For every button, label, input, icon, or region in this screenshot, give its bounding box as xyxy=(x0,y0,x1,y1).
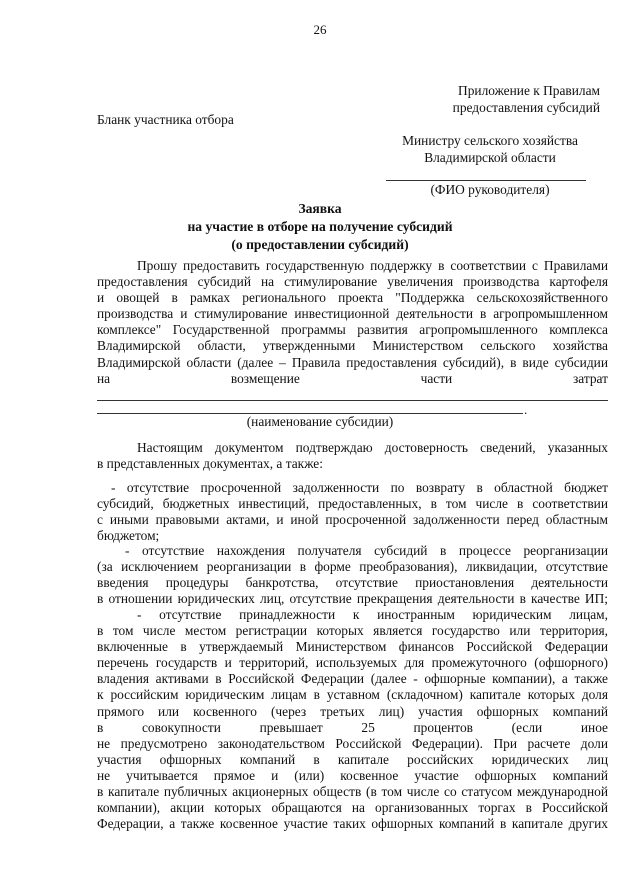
confirm-paragraph xyxy=(97,440,608,472)
request-line: производства и стимулирование инвестиционной деятельности в агропромышленном xyxy=(97,306,608,322)
item-line: участия офшорных компаний в капитале российских юридических лиц xyxy=(97,751,608,767)
document-title xyxy=(0,200,640,254)
confirm-line-1: Настоящим документом подтверждаю достоверность сведений, указанных xyxy=(137,440,608,455)
item-line: в отношении юридических лиц, отсутствие прекращения деятельности в качестве ИП; xyxy=(97,591,608,607)
addressee-line-1: Министру сельского хозяйства xyxy=(402,133,578,148)
item-line: введения процедуры банкротства, отсутствие приостановления деятельности xyxy=(97,575,608,591)
request-line: Прошу предоставить государственную поддержку в соответствии с Правилами xyxy=(137,258,608,273)
request-line: комплексе" Государственной программы развития агропромышленного комплекса xyxy=(97,322,608,338)
request-word: возмещение xyxy=(230,370,300,386)
item-1 xyxy=(97,480,608,544)
request-last-line xyxy=(97,371,608,387)
request-line: Владимирской области, утвержденными Министерством сельского хозяйства xyxy=(97,338,608,354)
addressee-block xyxy=(372,132,608,166)
request-paragraph xyxy=(97,258,608,387)
item-line: не предусмотрено законодательством Российской Федерации). При расчете доли xyxy=(97,735,608,751)
form-label: Бланк участника отбора xyxy=(97,112,234,127)
appendix-line-1: Приложение к Правилам xyxy=(458,83,600,98)
addressee-line-2: Владимирской области xyxy=(424,150,556,165)
request-word: затрат xyxy=(572,370,608,386)
item-line: включенные в утверждаемый Министерством финансов Российской Федерации xyxy=(97,639,608,655)
item-line: - отсутствие принадлежности к иностранным юридическим лицам, xyxy=(137,607,608,622)
appendix-reference xyxy=(453,82,600,116)
item-2 xyxy=(97,543,608,607)
fio-caption: (ФИО руководителя) xyxy=(430,182,550,197)
item-line: - отсутствие просроченной задолженности по возврату в областной бюджет xyxy=(111,480,608,495)
request-word: на xyxy=(97,370,111,386)
item-line: бюджетом; xyxy=(97,528,160,544)
item-line: (за исключением реорганизации в форме преобразования), ликвидации, отсутствие xyxy=(97,559,608,575)
item-line: прямого или косвенного (через третьих лиц) участия офшорных компаний xyxy=(97,703,608,719)
appendix-line-2: предоставления субсидий xyxy=(452,100,600,115)
title-line-3: (о предоставлении субсидий) xyxy=(231,237,409,252)
request-line: Владимирской области (далее – Правила предоставления субсидий), в виде субсидии xyxy=(97,354,608,370)
request-line: предоставления субсидий на стимулирование увеличения производства картофеля xyxy=(97,274,608,290)
item-line: перечень государств и территорий, используемых для промежуточного (офшорного) xyxy=(97,655,608,671)
item-line: в том числе местом регистрации которых является государство или территория, xyxy=(97,623,608,639)
item-line: - отсутствие нахождения получателя субсидий в процессе реорганизации xyxy=(125,543,608,558)
page-number: 26 xyxy=(313,22,327,37)
item-line: в совокупности превышает 25 процентов (если иное xyxy=(97,719,608,735)
subsidy-caption: (наименование субсидии) xyxy=(246,414,394,429)
item-line: с иными правовыми актами, и иной просроченной задолженности перед областным xyxy=(97,512,608,528)
subsidy-line-dot: . xyxy=(524,402,528,417)
item-line: в капитале публичных акционерных обществ (в том числе со статусом международной xyxy=(97,784,608,800)
item-3 xyxy=(97,607,608,832)
item-line: владения активами в Российской Федерации (далее - офшорные компании), а также xyxy=(97,671,608,687)
fio-fill-line xyxy=(386,180,586,181)
request-word: части xyxy=(420,370,453,386)
item-line: субсидий, бюджетных инвестиций, предоставленных, в том числе в соответствии xyxy=(97,496,608,512)
item-line: к российским юридическим лицам в уставном (складочном) капитале которых доля xyxy=(97,687,608,703)
title-line-2: на участие в отборе на получение субсидий xyxy=(187,219,453,234)
item-line: Федерации, а также косвенное участие таких офшорных компаний в капитале других xyxy=(97,816,608,832)
item-line: компании), акции которых обращаются на организованных торгах в Российской xyxy=(97,800,608,816)
item-line: не учитывается прямое и (или) косвенное участие офшорных компаний xyxy=(97,767,608,783)
request-line: и овощей в рамках регионального проекта "Поддержка сельскохозяйственного xyxy=(97,290,608,306)
confirm-line-2: в представленных документах, а также: xyxy=(97,456,323,472)
title-line-1: Заявка xyxy=(298,201,342,216)
subsidy-fill-line-1 xyxy=(97,400,608,401)
